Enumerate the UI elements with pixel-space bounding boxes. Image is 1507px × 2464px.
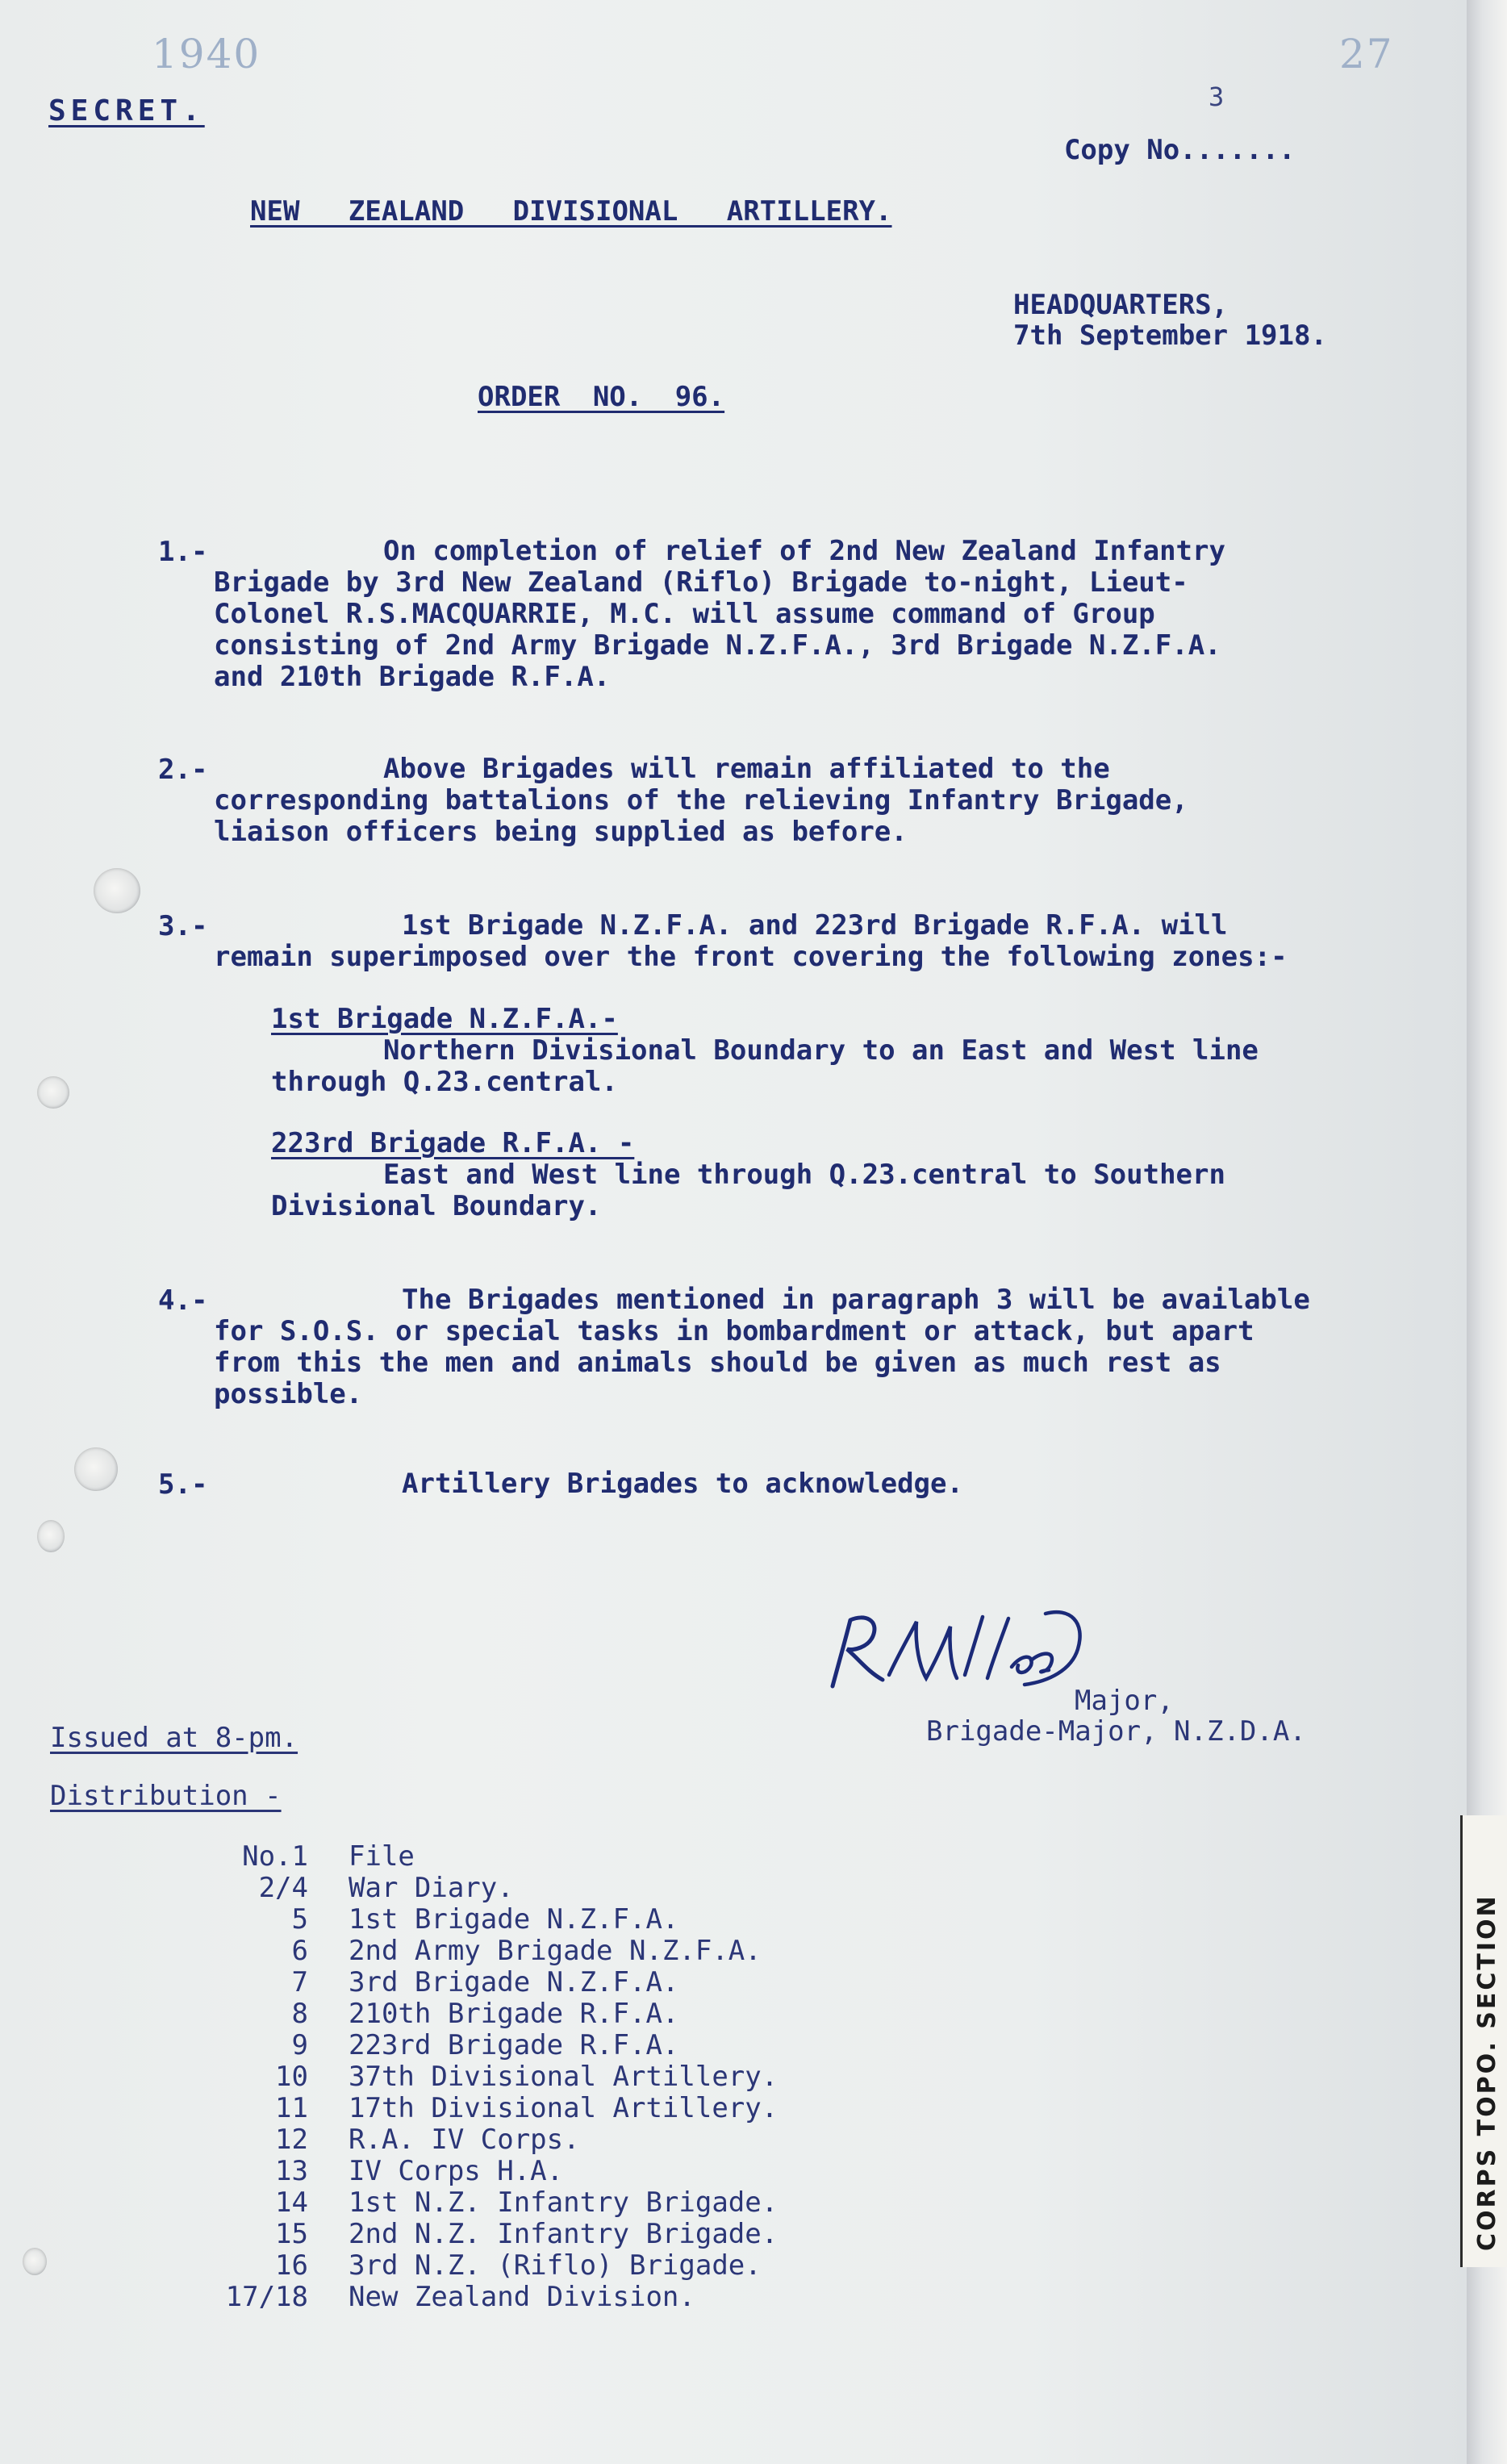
hq-line-1: HEADQUARTERS,: [1013, 289, 1229, 321]
distribution-recipient: R.A. IV Corps.: [349, 2124, 580, 2156]
paragraph-line: Colonel R.S.MACQUARRIE, M.C. will assume command of Group: [214, 598, 1155, 630]
paragraph-number: 1.-: [158, 536, 208, 568]
distribution-recipient: File: [349, 1840, 415, 1873]
distribution-number: No.1: [242, 1840, 308, 1873]
distribution-number: 17/18: [225, 2281, 308, 2313]
paragraph-number: 4.-: [158, 1284, 208, 1317]
signatory-rank: Major,: [1075, 1685, 1174, 1717]
punch-hole: [37, 1520, 65, 1552]
distribution-recipient: 17th Divisional Artillery.: [349, 2092, 779, 2124]
side-tab-label: CORPS TOPO. SECTION: [1473, 1894, 1501, 2251]
distribution-recipient: 1st Brigade N.Z.F.A.: [349, 1903, 679, 1936]
distribution-number: 14: [275, 2186, 308, 2219]
paragraph-number: 5.-: [158, 1468, 208, 1501]
paragraph-line: corresponding battalions of the relieving Infantry Brigade,: [214, 784, 1188, 816]
hq-date: 7th September 1918.: [1013, 319, 1327, 352]
zone-line: Northern Divisional Boundary to an East and West line: [383, 1034, 1259, 1067]
distribution-number: 10: [275, 2061, 308, 2093]
copy-number-label: [1031, 81, 1296, 198]
folio-number: 27: [1339, 31, 1394, 77]
issued-time: Issued at 8-pm.: [50, 1722, 298, 1754]
paragraph-line: from this the men and animals should be given as much rest as: [214, 1347, 1221, 1379]
paragraph-number: 2.-: [158, 754, 208, 786]
distribution-number: 9: [291, 2029, 308, 2061]
paragraph-line: The Brigades mentioned in paragraph 3 will be available: [402, 1284, 1310, 1316]
order-title: ORDER NO. 96.: [478, 381, 725, 413]
distribution-number: 16: [275, 2249, 308, 2282]
distribution-number: 11: [275, 2092, 308, 2124]
distribution-recipient: 3rd Brigade N.Z.F.A.: [349, 1966, 679, 1998]
distribution-number: 2/4: [258, 1872, 308, 1904]
distribution-number: 15: [275, 2218, 308, 2250]
distribution-recipient: 37th Divisional Artillery.: [349, 2061, 779, 2093]
distribution-number: 13: [275, 2155, 308, 2187]
unit-title: NEW ZEALAND DIVISIONAL ARTILLERY.: [250, 195, 892, 228]
distribution-number: 6: [291, 1935, 308, 1967]
punch-hole: [37, 1076, 69, 1109]
punch-hole: [74, 1447, 118, 1491]
distribution-number: 5: [291, 1903, 308, 1936]
distribution-recipient: 2nd N.Z. Infantry Brigade.: [349, 2218, 779, 2250]
paragraph-number: 3.-: [158, 910, 208, 942]
distribution-recipient: New Zealand Division.: [349, 2281, 695, 2313]
copy-number: 3: [1209, 81, 1225, 112]
paragraph-line: possible.: [214, 1378, 363, 1410]
distribution-number: 8: [291, 1998, 308, 2030]
distribution-number: 12: [275, 2124, 308, 2156]
zone-line: Divisional Boundary.: [271, 1190, 602, 1222]
distribution-recipient: War Diary.: [349, 1872, 514, 1904]
classification-label: SECRET.: [48, 94, 205, 127]
handwritten-signature: [815, 1597, 1105, 1702]
copy-label: Copy No.......: [1063, 134, 1296, 166]
zone-line: East and West line through Q.23.central to Southern: [383, 1159, 1225, 1191]
distribution-recipient: 3rd N.Z. (Riflo) Brigade.: [349, 2249, 762, 2282]
paragraph-line: remain superimposed over the front covering the following zones:-: [214, 941, 1288, 973]
punch-hole: [94, 868, 140, 913]
signatory-title: Brigade-Major, N.Z.D.A.: [926, 1715, 1306, 1748]
distribution-recipient: 210th Brigade R.F.A.: [349, 1998, 679, 2030]
paragraph-line: and 210th Brigade R.F.A.: [214, 661, 611, 693]
distribution-recipient: 2nd Army Brigade N.Z.F.A.: [349, 1935, 762, 1967]
zone-heading: 223rd Brigade R.F.A. -: [271, 1127, 635, 1159]
paragraph-line: liaison officers being supplied as before.: [214, 816, 908, 848]
paragraph-line: consisting of 2nd Army Brigade N.Z.F.A., 3rd Brigade N.Z.F.A.: [214, 629, 1221, 662]
archive-stamp-number: 1940: [152, 31, 261, 77]
paragraph-line: 1st Brigade N.Z.F.A. and 223rd Brigade R.F.A. will: [402, 909, 1228, 942]
distribution-recipient: 223rd Brigade R.F.A.: [349, 2029, 679, 2061]
paragraph-line: Brigade by 3rd New Zealand (Riflo) Brigade to-night, Lieut-: [214, 566, 1188, 599]
distribution-label: Distribution -: [50, 1780, 282, 1812]
distribution-number: 7: [291, 1966, 308, 1998]
paragraph-line: for S.O.S. or special tasks in bombardment or attack, but apart: [214, 1315, 1254, 1347]
distribution-recipient: IV Corps H.A.: [349, 2155, 564, 2187]
punch-hole: [23, 2248, 47, 2275]
zone-line: through Q.23.central.: [271, 1066, 618, 1098]
zone-heading: 1st Brigade N.Z.F.A.-: [271, 1003, 618, 1035]
distribution-recipient: 1st N.Z. Infantry Brigade.: [349, 2186, 779, 2219]
paragraph-line: Artillery Brigades to acknowledge.: [402, 1468, 963, 1500]
paragraph-line: On completion of relief of 2nd New Zealand Infantry: [383, 535, 1225, 567]
paragraph-line: Above Brigades will remain affiliated to the: [383, 753, 1110, 785]
